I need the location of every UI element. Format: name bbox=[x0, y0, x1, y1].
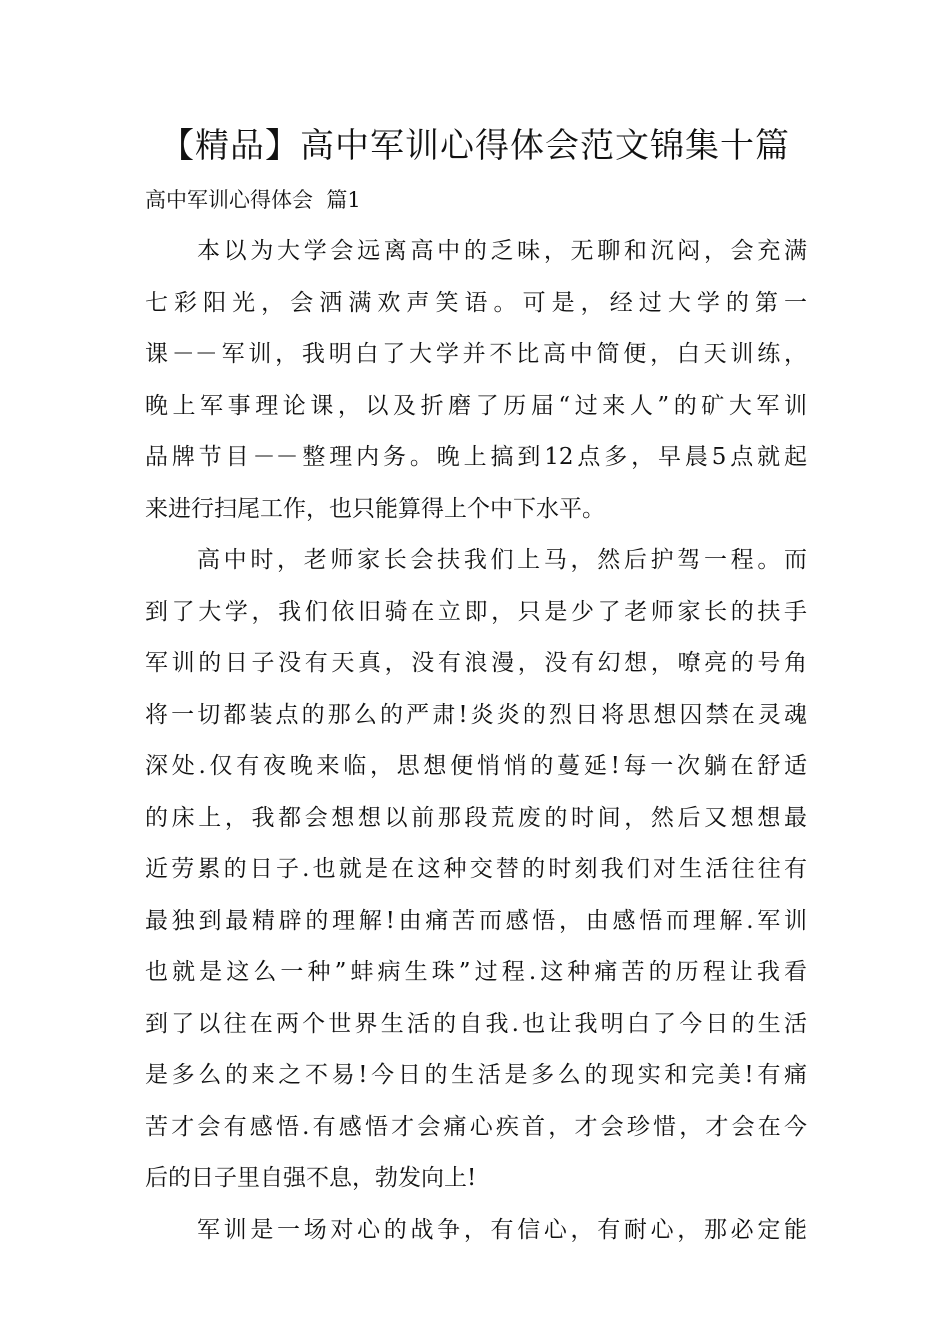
section-heading: 高中军训心得体会 篇1 bbox=[145, 188, 361, 212]
paragraph-line: 苦才会有感悟.有感悟才会痛心疾首，才会珍惜，才会在今 bbox=[145, 1113, 807, 1140]
paragraph-line: 军训的日子没有天真，没有浪漫，没有幻想，嘹亮的号角 bbox=[145, 650, 807, 676]
paragraph-line: 也就是这么一种”蚌病生珠”过程.这种痛苦的历程让我看 bbox=[145, 959, 807, 985]
paragraph-line: 课－－军训，我明白了大学并不比高中简便，白天训练， bbox=[145, 341, 807, 367]
paragraph-line: 最独到最精辟的理解!由痛苦而感悟，由感悟而理解.军训 bbox=[145, 907, 807, 934]
paragraph-line: 本以为大学会远离高中的乏味，无聊和沉闷，会充满 bbox=[197, 238, 807, 264]
paragraph-line: 来进行扫尾工作，也只能算得上个中下水平。 bbox=[145, 495, 605, 522]
paragraph-line: 高中时，老师家长会扶我们上马，然后护驾一程。而 bbox=[197, 547, 807, 573]
document-body bbox=[145, 236, 807, 1266]
paragraph-line: 军训是一场对心的战争，有信心，有耐心，那必定能 bbox=[197, 1216, 807, 1243]
paragraph-line: 晚上军事理论课，以及折磨了历届“过来人”的矿大军训 bbox=[145, 392, 807, 419]
paragraph-line: 七彩阳光，会洒满欢声笑语。可是，经过大学的第一 bbox=[145, 289, 807, 316]
paragraph-line: 的床上，我都会想想以前那段荒废的时间，然后又想想最 bbox=[145, 804, 807, 831]
paragraph-line: 到了大学，我们依旧骑在立即，只是少了老师家长的扶手 bbox=[145, 598, 807, 625]
paragraph-line: 将一切都装点的那么的严肃!炎炎的烈日将思想囚禁在灵魂 bbox=[145, 701, 807, 728]
paragraph-line: 近劳累的日子.也就是在这种交替的时刻我们对生活往往有 bbox=[145, 856, 807, 882]
paragraph-line: 深处.仅有夜晚来临，思想便悄悄的蔓延!每一次躺在舒适 bbox=[145, 753, 807, 779]
document-title: 【精品】高中军训心得体会范文锦集十篇 bbox=[160, 126, 790, 166]
paragraph-line: 是多么的来之不易!今日的生活是多么的现实和完美!有痛 bbox=[145, 1062, 807, 1088]
paragraph-line: 到了以往在两个世界生活的自我.也让我明白了今日的生活 bbox=[145, 1010, 807, 1037]
paragraph-line: 后的日子里自强不息，勃发向上! bbox=[145, 1165, 477, 1191]
paragraph-line: 品牌节目－－整理内务。晚上搞到12点多，早晨5点就起 bbox=[145, 444, 807, 470]
